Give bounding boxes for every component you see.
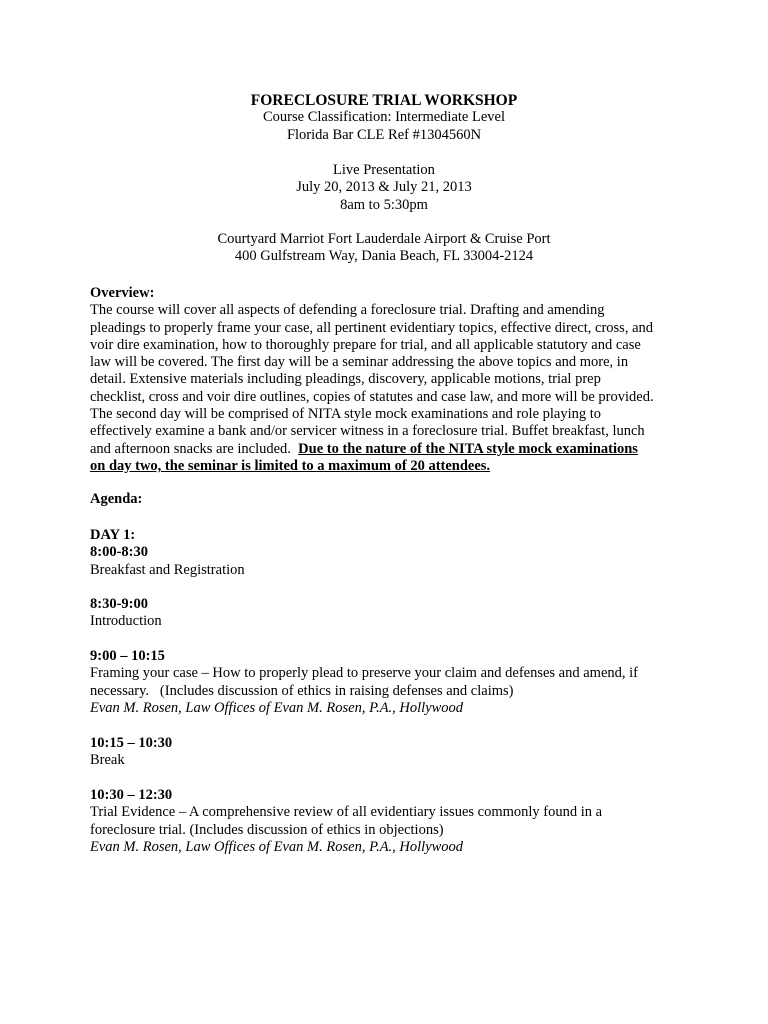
agenda-item xyxy=(90,527,690,579)
agenda-description: Framing your case – How to properly plead to preserve your claim and defenses and amend, if xyxy=(90,665,639,682)
overview-line: voir dire examination, how to thoroughly prepare for trial, and all applicable statutory and case xyxy=(90,336,641,353)
agenda-item xyxy=(90,648,690,717)
overview-line: law will be covered. The first day will be a seminar addressing the above topics and more, in xyxy=(90,354,629,371)
overview-line: checklist, cross and voir dire outlines, copies of statutes and case law, and more will be provided. xyxy=(90,388,654,405)
agenda-speaker: Evan M. Rosen, Law Offices of Evan M. Rosen, P.A., Hollywood xyxy=(90,838,464,855)
presentation-hours: 8am to 5:30pm xyxy=(340,196,428,213)
agenda-description: Break xyxy=(90,752,125,769)
presentation-block xyxy=(0,162,768,214)
overview-line: pleadings to properly frame your case, all pertinent evidentiary topics, effective direct, cross, and xyxy=(90,319,654,336)
agenda-speaker: Evan M. Rosen, Law Offices of Evan M. Rosen, P.A., Hollywood xyxy=(90,699,464,716)
agenda-time: 8:30-9:00 xyxy=(90,596,148,612)
agenda-description: Trial Evidence – A comprehensive review of all evidentiary issues commonly found in a xyxy=(90,804,603,821)
venue-address: 400 Gulfstream Way, Dania Beach, FL 33004-2124 xyxy=(234,248,534,265)
overview-section xyxy=(90,285,690,475)
overview-line: The second day will be comprised of NITA style mock examinations and role playing to xyxy=(90,406,602,423)
page-title: FORECLOSURE TRIAL WORKSHOP xyxy=(250,92,518,109)
overview-line: The course will cover all aspects of defending a foreclosure trial. Drafting and amending xyxy=(90,302,605,319)
overview-line xyxy=(90,441,690,458)
overview-last-line-text: and afternoon snacks are included. xyxy=(90,440,299,457)
agenda-description: necessary. (Includes discussion of ethics in raising defenses and claims) xyxy=(90,682,514,699)
agenda-description: foreclosure trial. (Includes discussion of ethics in objections) xyxy=(90,821,444,838)
venue-block xyxy=(0,231,768,266)
agenda-time: 10:30 – 12:30 xyxy=(90,787,173,803)
agenda-time: 9:00 – 10:15 xyxy=(90,648,165,664)
attendee-limit-notice: Due to the nature of the NITA style mock examinations xyxy=(298,440,638,457)
agenda-time: 8:00-8:30 xyxy=(90,544,148,561)
overview-heading: Overview: xyxy=(90,285,155,301)
attendee-limit-notice-cont: on day two, the seminar is limited to a maximum of 20 attendees. xyxy=(90,457,491,474)
header-block xyxy=(0,92,768,144)
agenda-time: 10:15 – 10:30 xyxy=(90,735,173,751)
agenda-description: Breakfast and Registration xyxy=(90,561,245,578)
cle-reference: Florida Bar CLE Ref #1304560N xyxy=(286,126,482,143)
course-classification: Course Classification: Intermediate Level xyxy=(263,109,505,126)
agenda-item xyxy=(90,596,690,631)
overview-line: effectively examine a bank and/or servicer witness in a foreclosure trial. Buffet breakfast, lunch xyxy=(90,423,645,440)
agenda-item xyxy=(90,787,690,856)
agenda-heading: Agenda: xyxy=(90,491,143,507)
agenda-item xyxy=(90,735,690,770)
venue-name: Courtyard Marriot Fort Lauderdale Airport & Cruise Port xyxy=(217,231,551,247)
agenda-heading-block xyxy=(90,491,690,508)
presentation-type: Live Presentation xyxy=(333,162,435,178)
day-label: DAY 1: xyxy=(90,527,136,543)
agenda-description: Introduction xyxy=(90,613,162,630)
overview-line: detail. Extensive materials including pleadings, discovery, applicable motions, trial prep xyxy=(90,371,601,388)
presentation-dates: July 20, 2013 & July 21, 2013 xyxy=(296,179,472,196)
